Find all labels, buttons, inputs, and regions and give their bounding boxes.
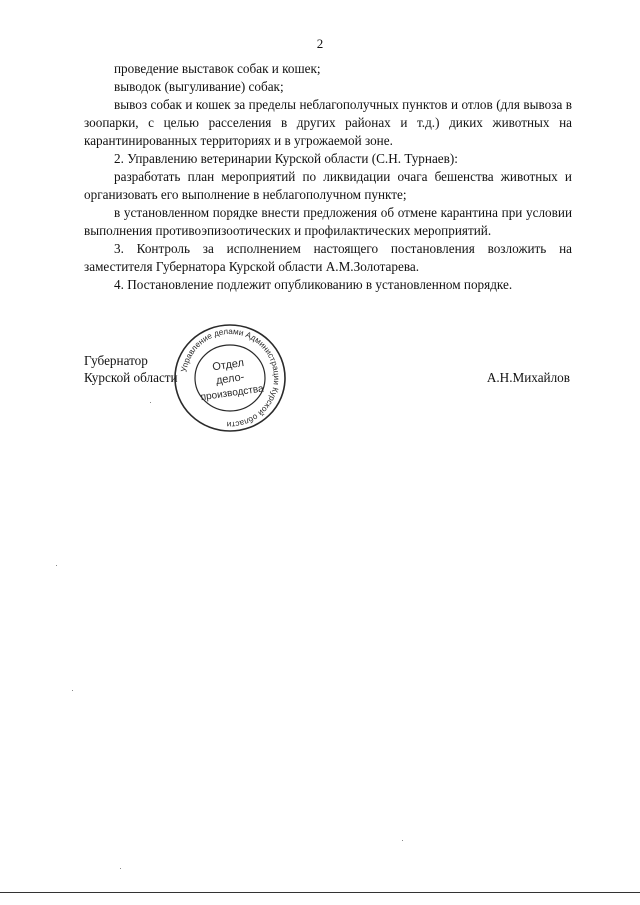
- stamp-center-line1: Отдел: [211, 356, 245, 374]
- paragraph-quarantine-lift: в установленном порядке внести предложения об отмене карантина при условии выполнения противоэпизоотических и профилактических мероприятий.: [84, 205, 572, 238]
- scan-bottom-edge: [0, 892, 640, 893]
- signatory-title: [84, 352, 178, 386]
- paragraph-publication: 4. Постановление подлежит опубликованию в установленном порядке.: [114, 277, 513, 292]
- stamp-ring-text: Управление делами Администрации Курской области: [179, 326, 282, 430]
- signatory-title-line2: Курской области: [84, 370, 178, 385]
- scan-speck: [120, 868, 121, 869]
- stamp-center-line3: производства: [199, 383, 265, 404]
- paragraph-exhibitions: проведение выставок собак и кошек;: [114, 61, 321, 76]
- scan-speck: [56, 565, 57, 566]
- stamp-center-line2: дело-: [215, 371, 246, 387]
- paragraph-control: 3. Контроль за исполнением настоящего постановления возложить на заместителя Губернатора Курской области А.М.Золотарева.: [84, 241, 572, 274]
- paragraph-animal-removal: вывоз собак и кошек за пределы неблагополучных пунктов и отлов (для вывоза в зоопарки, с целью расселения в других районах и т.д.) диких животных на карантинированных территориях и в угрожаемой зоне.: [84, 97, 572, 148]
- scan-speck: [72, 690, 73, 691]
- scan-speck: [402, 840, 403, 841]
- page-number: 2: [316, 36, 324, 51]
- signatory-name: А.Н.Михайлов: [486, 370, 570, 385]
- paragraph-dog-walking: выводок (выгуливание) собак;: [114, 79, 284, 94]
- document-body: [84, 60, 572, 294]
- office-stamp: [172, 320, 288, 436]
- paragraph-vet-department: 2. Управлению ветеринарии Курской области (С.Н. Турнаев):: [114, 151, 458, 166]
- scan-speck: [150, 402, 151, 403]
- paragraph-action-plan: разработать план мероприятий по ликвидации очага бешенства животных и организовать его выполнение в неблагополучном пункте;: [84, 169, 572, 202]
- signatory-title-line1: Губернатор: [84, 353, 148, 368]
